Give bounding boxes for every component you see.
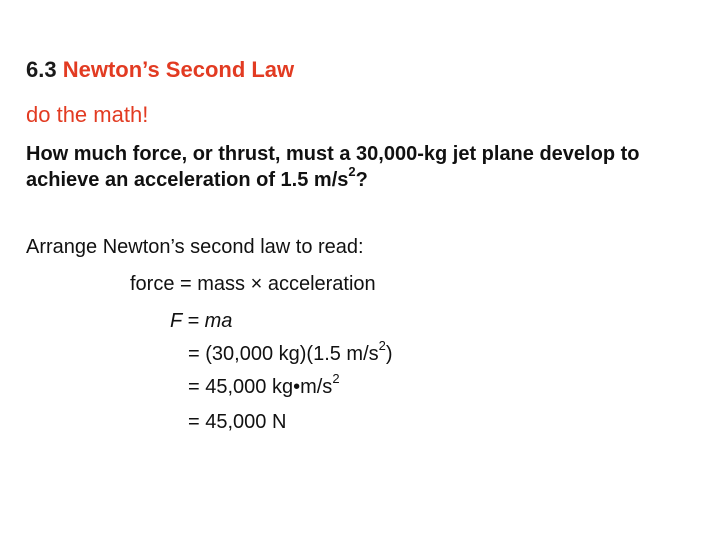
question-part-2: ? — [355, 169, 368, 191]
solution-step-3: = 45,000 N — [188, 411, 287, 433]
formula-words: force = mass × acceleration — [130, 273, 376, 295]
step-2-main: = 45,000 kg•m/s — [188, 376, 333, 398]
solution-intro: Arrange Newton’s second law to read: — [26, 236, 364, 258]
solution-step-1 — [188, 338, 393, 367]
solution-step-2 — [188, 371, 340, 400]
step-2-superscript: 2 — [332, 371, 340, 386]
question-text — [26, 141, 686, 193]
section-title — [26, 56, 294, 84]
step-1-close: ) — [385, 343, 393, 365]
section-number: 6.3 — [26, 57, 57, 82]
question-part-1: How much force, or thrust, must a 30,000-kg jet plane develop to achieve an acceleration of 1.5 m/s — [26, 143, 640, 191]
section-name: Newton’s Second Law — [62, 57, 295, 82]
step-1-main: = (30,000 kg)(1.5 m/s — [188, 343, 379, 365]
step-1-superscript: 2 — [378, 338, 386, 353]
subtitle: do the math! — [26, 102, 149, 127]
question-superscript: 2 — [348, 164, 356, 179]
formula-symbols: F = ma — [170, 310, 233, 332]
